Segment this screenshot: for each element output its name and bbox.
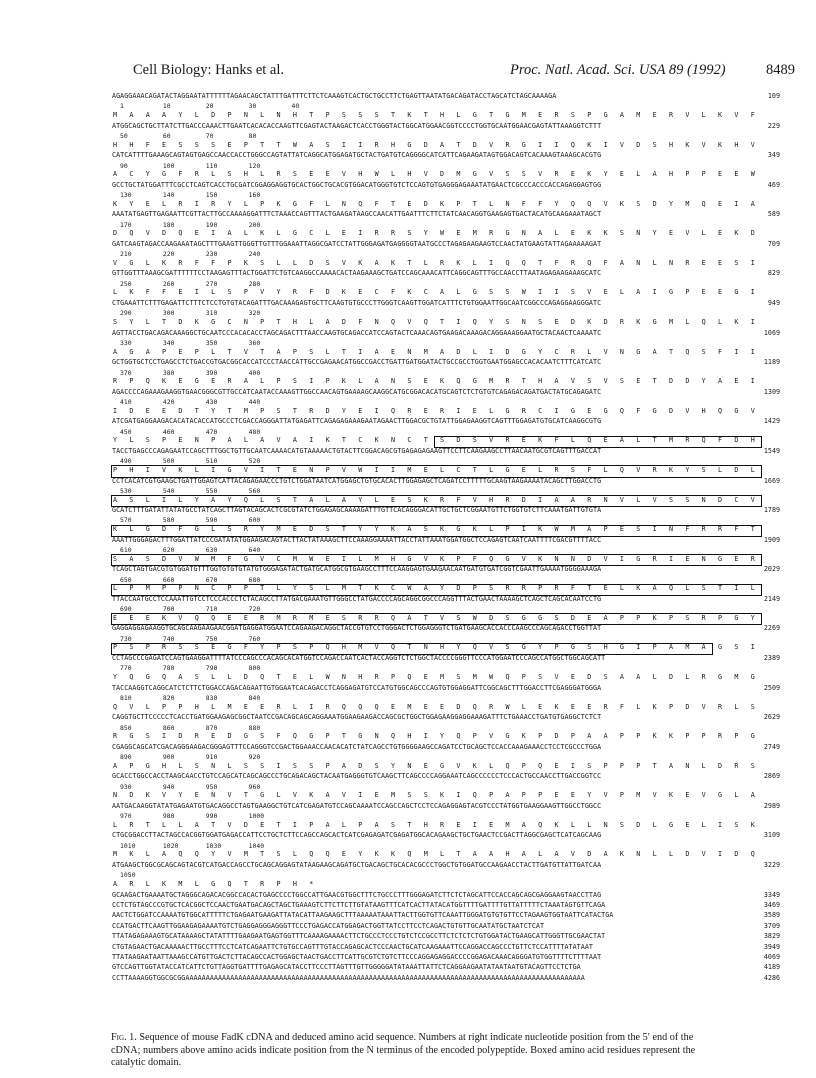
residue-numbers: 130 140 150 160	[120, 191, 261, 200]
nucleotide-sequence: CCATGACTTCAAGTTGGAAGAGAAAATGTCTGAGGAGGGAGGGTTCCCTGAGACCATGGAGACTGGTTATCCTTCCTCAGACTGTGTTGCAATATGCTAATCTCAT	[112, 921, 545, 930]
nucleotide-line	[112, 417, 792, 427]
nucleotide-sequence: GAGGAGGAGAAGGTGCAGCAAGAAGAACGGATGAGGATGGAATCCAGAAGACAGGCTACCGTGTCCTGGGACTCTGGAGGGTCTGATGAAGCACCACCCAAGCCCAGCAGACCTGGTTAT	[112, 624, 602, 633]
nucleotide-position: 3229	[763, 861, 780, 870]
sequence-figure	[112, 92, 792, 984]
amino-acid-line	[112, 466, 792, 477]
nucleotide-line	[112, 329, 792, 339]
nucleotide-line	[112, 240, 792, 250]
amino-acid-line	[112, 614, 792, 625]
page-header	[0, 62, 816, 82]
nucleotide-line	[112, 181, 792, 191]
amino-acid-sequence: H H F E S S S E P T T W A S I I R H G D A T D V R G I I Q K I V D S H K V K H V	[113, 140, 759, 149]
amino-acid-line	[112, 555, 792, 566]
amino-acid-sequence: Y L S P E N P A L A V A I K T C K N C T S D S V R E K F L Q E A L T M R Q F D H	[113, 436, 759, 445]
nucleotide-sequence: AAATTGGGAGACTTTGGATTATCCCGATATATGGAAGACAGTACTTACTATAAAGCTTCCAAAGGAAAATTACCTATTAAATGGATGGCTCCAGAGTCAATCAATTTTCGACGTTTTACC	[112, 535, 602, 544]
residue-number-line	[112, 724, 792, 733]
residue-number-line	[112, 309, 792, 318]
residue-number-line	[112, 132, 792, 141]
amino-acid-sequence: P S P R S S E G F Y P S P Q H M V Q T N H Y Q V S G Y P G S H G I P A M A G S I	[113, 643, 759, 652]
residue-number-line	[112, 576, 792, 585]
amino-acid-sequence: L R T L L A T V D E T I P A L P A S T H R E I E M A Q K L L N S D L G E L I S K	[113, 820, 759, 829]
nucleotide-line	[112, 974, 792, 984]
residue-numbers: 530 540 550 560	[120, 486, 261, 495]
residue-number-line	[112, 605, 792, 614]
nucleotide-sequence: CCTCTGTAGCCCGTGCTCACGGCTCCAACTGAATGACAGCTAGCTGAAAGTCTTCTTCTTGTATAAGTTTCATCACTTATACATGGTTTTGATTTTGTTATTTTTCTAAATAGTGTTCAGA	[112, 901, 606, 909]
amino-acid-sequence: A R L K M L G Q T R P H *	[113, 880, 318, 889]
amino-acid-sequence: V G L K R F F P K S L L D S V K A K T L R K L I Q Q T F R Q F A N L N R E E S I	[113, 258, 759, 267]
amino-acid-line	[112, 407, 792, 418]
residue-number-line	[112, 842, 792, 851]
residue-number-line	[112, 871, 792, 880]
residue-numbers: 730 740 750 760	[120, 634, 261, 643]
amino-acid-line	[112, 643, 792, 654]
residue-number-line	[112, 635, 792, 644]
nucleotide-position: 1789	[763, 506, 780, 515]
nucleotide-position: 1909	[763, 535, 780, 544]
nucleotide-position: 1429	[763, 417, 780, 426]
nucleotide-sequence: CATCATTTTGAAAGCAGTAGTGAGCCAACCACCTGGGCCAGTATTATCAGGCATGGAGATGCTACTGATGTCAGGGGCATCATTCAGAAGATAGTGGACAGTCACAAAGTAAAGCACGTG	[112, 151, 602, 160]
amino-acid-sequence: M A A A Y L D P N L N H T P S S S T K T H L G T G M E R S P G A M E R V L K V F	[113, 110, 759, 119]
nucleotide-position: 3829	[763, 932, 780, 941]
amino-acid-line	[112, 703, 792, 714]
page-number: 8489	[766, 62, 795, 78]
nucleotide-sequence: TCAGCTAGTGACGTGTGGATGTTTGGTGTGTGTATGTGGGAGATACTGATGCATGGCGTGAAGCCTTTCCAAGGAGTGAAGAACAATGATGTGATCGGTCGAATTGAAAATGGGGAAAGA	[112, 565, 602, 574]
residue-numbers: 370 380 390 400	[120, 368, 261, 377]
amino-acid-sequence: Q V L P P H L M E E R L I R Q Q Q E M E E D Q R W L E K E E R F L K P D V R L S	[113, 702, 759, 711]
amino-acid-sequence: Y Q G Q A S L L D Q T E L W N H R P Q E M S M W Q P S V E D S A A L D L R G M G	[113, 672, 759, 681]
nucleotide-position: 2149	[763, 594, 780, 603]
residue-numbers: 810 820 830 840	[120, 693, 261, 702]
amino-acid-sequence: I D E E D T Y T M P S T R D Y E I Q R E R I E L G R C I G E G Q F G D V H Q G V	[113, 406, 759, 415]
nucleotide-position: 2629	[763, 713, 780, 722]
nucleotide-sequence: CTGTAGAACTGACAAAAACTTGCCTTTCCTCATCAGAATTCTGTGCCAGTTTGTACCAGAGCACTCCCAACTGCATCAAGAAATTCCAGGACCAGCCCTGTTCTCCATTTTATATAAT	[112, 942, 593, 951]
amino-acid-sequence: L K F F E I L S P V Y R F D K E C F K C A L G S S W I I S V E L A I G P E E G I	[113, 288, 759, 297]
nucleotide-sequence: GCCTGCTATGGATTTCGCCTCAGTCACCTGCGATCGGAGGAGGTGCACTGGCTGCACGTGGACATGGGTGTCTCCAGTGTGAGGGAGAAATATGAACTCGCCCACCCACCAGAGGAGTGG	[112, 180, 602, 189]
amino-acid-sequence: S A S D V W M F G V C M W E I L M H G V K P F Q G V K N N D V I G R I E N G E R	[113, 554, 759, 563]
amino-acid-line	[112, 584, 792, 595]
nucleotide-line	[112, 802, 792, 812]
nucleotide-sequence: CTGCGGACCTTACTAGCCACGGTGGATGAGACCATTCCTGCTCTTCCAGCCAGCACTCATCGAGAGATCGAGATGGCACAGAAGCTGCTGAACTCCGACTTAGGCGAGCTCATCAGCAAG	[112, 831, 602, 840]
nucleotide-position: 2509	[763, 683, 780, 692]
figure-caption	[111, 1032, 711, 1070]
amino-acid-sequence: M K L A Q Q Y V M T S L Q Q E Y K K Q M L T A A H A L A V D A K N L L D V I D Q	[113, 850, 759, 859]
residue-numbers: 490 500 510 520	[120, 457, 261, 466]
nucleotide-sequence: TACCTGAGCCCAGAGAATCCAGCTTTGGCTGTTGCAATCAAAACATGTAAAAACTGTACTTCGGACAGCGTGAGAGAGAAGTTCCTTCAAGAAGCCTTAACAATGCGTCAGTTTGACCAT	[112, 446, 602, 455]
nucleotide-line	[112, 713, 792, 723]
residue-number-line	[112, 664, 792, 673]
nucleotide-position: 829	[767, 269, 780, 278]
nucleotide-sequence: AGTTACCTGACAGACAAAGGCTGCAATCCCACACACCTAGCAGACTTTAACCAAGTGCAGACCATCCAGTACTCAAACAGTGAAGACAAAGACAGGAAAGGAATGCTACAACTCAAAATC	[112, 328, 602, 337]
amino-acid-line	[112, 318, 792, 329]
nucleotide-line	[112, 922, 792, 932]
nucleotide-line	[112, 943, 792, 953]
nucleotide-sequence: AGAGGAAACAGATACTAGGAATATTTTTTAGAACAGCTATTTGATTTCTTCTCAAAGTCACTGCTGCCTTCTGAGTTAATATGACAGATACCTAGCATCTAGCAAAAGA	[112, 92, 557, 100]
residue-numbers: 290 300 310 320	[120, 309, 261, 318]
nucleotide-position: 2029	[763, 565, 780, 574]
amino-acid-line	[112, 762, 792, 773]
amino-acid-sequence: N D K V Y E N V T G L V K A V I E M S S K I Q P A P P E E Y V P M V K E V G L A	[113, 791, 759, 800]
nucleotide-position: 349	[767, 151, 780, 160]
residue-number-line	[112, 457, 792, 466]
nucleotide-sequence: CCTCACATCGTGAAGCTGATTGGAGTCATTACAGAGAACCCTGTCTGGATAATCATGGAGCTGTGCACACTTGGAGAGCTCAGATCCTTTTTGCAAGTAAGAAAATACAGCTTGGACCTG	[112, 476, 602, 485]
residue-numbers: 610 620 630 640	[120, 546, 261, 555]
nucleotide-position: 109	[767, 92, 780, 100]
residue-number-line	[112, 428, 792, 437]
nucleotide-position: 1549	[763, 446, 780, 455]
nucleotide-line	[112, 358, 792, 368]
amino-acid-sequence: S Y L T D K G C N P T H L A D F N Q V Q T I Q Y S N S E D K D R K G M L Q L K I	[113, 318, 759, 327]
residue-numbers: 210 220 230 240	[120, 250, 261, 259]
amino-acid-sequence: A C Y G F R L S H L R S E E V H W L H V D M G V S S V R E K Y E L A H P P E E W	[113, 170, 759, 179]
amino-acid-sequence: P H I V K L I G V I T E N P V W I I M E L C T L G E L R S F L Q V R K Y S L D L	[113, 465, 759, 474]
nucleotide-line	[112, 477, 792, 487]
residue-numbers: 250 260 270 280	[120, 279, 261, 288]
nucleotide-line	[112, 210, 792, 220]
nucleotide-line	[112, 684, 792, 694]
residue-number-line	[112, 162, 792, 171]
journal-citation: Proc. Natl. Acad. Sci. USA 89 (1992)	[510, 62, 726, 78]
nucleotide-line	[112, 299, 792, 309]
nucleotide-line	[112, 624, 792, 634]
residue-number-line	[112, 487, 792, 496]
amino-acid-sequence: R P Q K E G E R A L P S I P K L A N S E K Q G M R T H A V S V S E T D D Y A E I	[113, 377, 759, 386]
nucleotide-position: 1309	[763, 387, 780, 396]
amino-acid-line	[112, 200, 792, 211]
residue-numbers: 1010 1020 1030 1040	[120, 841, 265, 850]
amino-acid-line	[112, 673, 792, 684]
amino-acid-line	[112, 850, 792, 861]
nucleotide-sequence: CCTAGCCCGAGATCCAGTGAAGGATTTTATCCCAGCCCACAGCACATGGTCCAGACCAATCACTACCAGGTCTCTGGCTACCCCGGGTTCCCATGGAATCCCAGCCATGGCTGGCAGCATT	[112, 653, 606, 662]
amino-acid-line	[112, 525, 792, 536]
amino-acid-line	[112, 377, 792, 388]
nucleotide-position: 2869	[763, 772, 780, 781]
residue-numbers: 930 940 950 960	[120, 782, 261, 791]
amino-acid-line	[112, 732, 792, 743]
residue-numbers: 890 900 910 920	[120, 753, 261, 762]
residue-number-line	[112, 280, 792, 289]
residue-numbers: 50 60 70 80	[120, 131, 257, 140]
nucleotide-sequence: TTATAGAGAAAGTGCATAAAAGCTATATTTTGAAGAATGAGTGGTTTCAAAAGAAAACTTCTGCCCTCCCTGTCTCCGCCTTCTCTCTCTGTGGATACTGAAGCATTGGGTTGCGAACTAT	[112, 932, 606, 941]
nucleotide-sequence: AAATATGAGTTGAGAATTCGTTACTTGCCAAAAGGATTTCTAAACCAGTTTACTGAAGATAAGCCAACATTGAATTTCTTCTATCAACAGGTGAAGAGTGACTACATGCAAGAAATAGCT	[112, 210, 602, 219]
nucleotide-sequence: TTATAAGAATAATTAAAGCCATGTTGACTCTTACAGCCACTGGAGCTAACTGACCTTCATTGCGTCTGTCTTCCCAGGAGAGGACCCCGGAGACAAACAGGGATGTGGTTTTCTTTTAAT	[112, 952, 602, 961]
nucleotide-line	[112, 122, 792, 132]
nucleotide-sequence: CCTTAAAAGGTGGCGCGGAAAAAAAAAAAAAAAAAAAAAAAAAAAAAAAAAAAAAAAAAAAAAAAAAAAAAAAAAAAAAAAAAAAAAAAAAAAAAAAAAAAAAAAAAAAAAAAAAA	[112, 973, 585, 982]
nucleotide-line	[112, 595, 792, 605]
nucleotide-line	[112, 506, 792, 516]
nucleotide-position: 3709	[763, 921, 780, 930]
nucleotide-position: 1669	[763, 476, 780, 485]
nucleotide-position: 589	[767, 210, 780, 219]
nucleotide-sequence: ATCGATGAGGAAGACACATACACCATGCCCTCGACCAGGGATTATGAGATTCAGAGAGAAAGAATAGAACTTGGACGCTGTATTGGAGAAGGTCAGTTTGGAGATGTGCATCAAGGCGTG	[112, 417, 602, 426]
nucleotide-sequence: ATGGCAGCTGCTTATCTTGACCCAAACTTGAATCACACACCAAGTTCGAGTACTAAGACTCACCTGGGTACTGGCATGGAACGGTCCCCTGGTGCAATGGAACGAGTATTAAAGGTCTTT	[112, 121, 602, 130]
nucleotide-position: 4069	[763, 952, 780, 961]
nucleotide-sequence: GCTGGTGCTCCTGAGCCTCTGACCGTGACGGCACCATCCCTAACCATTGCCGAGAACATGGCCGACCTGATTGATGGATACTGCCGCCTGGTGAATGGAGCCACACAATCTTTCATCATC	[112, 358, 602, 367]
residue-numbers: 850 860 870 880	[120, 723, 261, 732]
residue-number-line	[112, 398, 792, 407]
nucleotide-line	[112, 861, 792, 871]
residue-numbers: 650 660 670 680	[120, 575, 261, 584]
nucleotide-position: 3949	[763, 942, 780, 951]
nucleotide-line	[112, 901, 792, 911]
amino-acid-line	[112, 348, 792, 359]
residue-numbers: 170 180 190 200	[120, 220, 261, 229]
residue-number-line	[112, 783, 792, 792]
nucleotide-position: 2989	[763, 801, 780, 810]
figure-caption-text: Sequence of mouse FadK cDNA and deduced amino acid sequence. Numbers at right indicate nucleotide position from the 5′ end of the cDNA; numbers above amino acids indicate position from the N terminus of the encoded polypeptide. Boxed amino acid residues represent the catalytic domain.	[111, 1032, 696, 1068]
residue-numbers: 330 340 350 360	[120, 339, 261, 348]
nucleotide-position: 1069	[763, 328, 780, 337]
nucleotide-position: 4189	[763, 963, 780, 972]
nucleotide-line	[112, 963, 792, 973]
amino-acid-sequence: K L G D F G L S R Y M E D S T Y Y K A S K G K L P I K W M A P E S I N F R R F T	[113, 525, 759, 534]
residue-number-line	[112, 191, 792, 200]
nucleotide-sequence: CGAGGCAGCATCGACAGGGAAGACGGGAGTTTCCAGGGTCCGACTGGAAACCAACACATCTATCAGCCTGTGGGGAAGCCAGATCCTGCAGCTCCACCAAAGAAACCTCCTCGCCCTGGA	[112, 742, 602, 751]
nucleotide-sequence: GTCCAGTTGGTATACCATCATTCTGTTAGGTGATTTTGAGAGCATACCTTCCCTTAGTTTGTTGGGGGATATAAATTATTCTCAGGAAGAATATAATAATGTACAGTTCCTCTGA	[112, 963, 581, 972]
nucleotide-position: 2389	[763, 653, 780, 662]
residue-number-line	[112, 516, 792, 525]
nucleotide-sequence: GCATCTTTGATATTATATGCCTATCAGCTTAGTACAGCACTCGCGTATCTGGAGAGCAAAAGATTTGTTCACAGGGACATTGCTGCTCGGAATGTTCTGGTGTCTTCAAATGATTGTGTA	[112, 506, 602, 515]
amino-acid-line	[112, 259, 792, 270]
residue-number-line	[112, 812, 792, 821]
amino-acid-sequence: D Q V D Q E I A L K L G C L E I R R S Y W E M R G N A L E K K S N Y E V L E K D	[113, 229, 759, 238]
residue-number-line	[112, 102, 792, 111]
nucleotide-line	[112, 92, 792, 102]
nucleotide-position: 709	[767, 239, 780, 248]
nucleotide-line	[112, 831, 792, 841]
nucleotide-sequence: GCACCTGGCCACCTAAGCAACCTGTCCAGCATCAGCAGCCCTGCAGACAGCTACAATGAGGGTGTCAAGCTTCAGCCCCAGGAAATCAGCCCCCCTCCCACTGCCAACCTTGACCGGTCC	[112, 772, 602, 781]
nucleotide-sequence: AGACCCCAGAAAGAAGGTGAACGGGCGTTGCCATCAATACCAAAGTTGGCCAACAGTGAAAAGCAAGGCATGCGGACACATGCAGTCTCTGTGTCAGAGACAGATGACTATGCAGAGATC	[112, 387, 602, 396]
residue-numbers: 450 460 470 480	[120, 427, 261, 436]
nucleotide-line	[112, 953, 792, 963]
amino-acid-line	[112, 141, 792, 152]
amino-acid-sequence: R G S I D R E D G S F Q G P T G N Q H I Y Q P V G K P D P A A P P K K P P R P G	[113, 732, 759, 741]
residue-numbers: 570 580 590 600	[120, 516, 261, 525]
nucleotide-position: 3589	[763, 911, 780, 920]
nucleotide-sequence: GCAAGACTGAAAATGCTAGGGCAGACACGGCCACACTGAGCCCCTGGCCATTGAACGTGGCTTTCTGCCCTTTGGGAGATCTTCTCTAGCATTCCACCAGCAGCGAGGAAGTAACCTTAG	[112, 890, 602, 899]
residue-number-line	[112, 339, 792, 348]
nucleotide-line	[112, 743, 792, 753]
nucleotide-position: 3349	[763, 890, 780, 899]
amino-acid-line	[112, 229, 792, 240]
amino-acid-line	[112, 288, 792, 299]
nucleotide-position: 4286	[763, 973, 780, 982]
nucleotide-line	[112, 772, 792, 782]
residue-number-line	[112, 753, 792, 762]
nucleotide-sequence: ATGAAGCTGGCGCAGCAGTACGTCATGACCAGCCTGCAGCAGGAGTATAAGAAGCAGATGCTGACAGCTGCACACGCCCTGGCTGTGGATGCCAAGAACCTACTTGATGTTATTGATCAA	[112, 861, 602, 870]
nucleotide-line	[112, 654, 792, 664]
nucleotide-sequence: CTGAAATTCTTTGAGATTCTTTCTCCTGTGTACAGATTTGACAAAGAGTGCTTCAAGTGTGCCCTTGGGTCAAGTTGGATCATTTCTGTGGAATTGGCAATCGGCCCAGAGGAAGGGATC	[112, 299, 602, 308]
journal-section: Cell Biology: Hanks et al.	[133, 62, 285, 78]
amino-acid-sequence: E E E K V Q Q E E R M R M E S R R Q A T V S W D S G G S D E A P P K P S R P G Y	[113, 613, 759, 622]
amino-acid-line	[112, 170, 792, 181]
residue-number-line	[112, 250, 792, 259]
nucleotide-line	[112, 565, 792, 575]
nucleotide-position: 2749	[763, 742, 780, 751]
residue-number-line	[112, 221, 792, 230]
nucleotide-position: 3469	[763, 901, 780, 909]
nucleotide-sequence: AATGACAAGGTATATGAGAATGTGACAGGCCTAGTGAAGGCTGTCATCGAGATGTCCAGCAAAATCCAGCCAGCTCCTCCAGAGGAGTACGTCCCTATGGTGAAGGAAGTTGGCCTGGCC	[112, 801, 602, 810]
residue-numbers: 410 420 430 440	[120, 398, 261, 407]
nucleotide-sequence: TACCAAGGTCAGGCATCTCTTCTGGACCAGACAGAATTGTGGAATCACAGACCTCAGGAGATGTCCATGTGGCAGCCCAGTGTGGAGGATTCGGCAGCTTTGGACCTTCGAGGGATGGGA	[112, 683, 602, 692]
nucleotide-line	[112, 388, 792, 398]
residue-numbers: 1 10 20 30 40	[120, 102, 300, 111]
residue-numbers: 690 700 710 720	[120, 605, 261, 614]
nucleotide-position: 469	[767, 180, 780, 189]
residue-number-line	[112, 546, 792, 555]
nucleotide-line	[112, 447, 792, 457]
nucleotide-sequence: TTACCAATGCCTCCAAATTGTCCTCCCACCCTCTACAGCCTTATGACGAAATGTTGGGCCTATGACCCCAGCAGGCGGCCCAGGTTTACTGAACTAAAAGCTCAGCTCAGCACAATCCTG	[112, 594, 602, 603]
nucleotide-line	[112, 932, 792, 942]
residue-numbers: 770 780 790 800	[120, 664, 261, 673]
amino-acid-line	[112, 111, 792, 122]
residue-numbers: 1050	[120, 871, 136, 880]
nucleotide-line	[112, 911, 792, 921]
nucleotide-sequence: GATCAAGTAGACCAAGAAATAGCTTTGAAGTTGGGTTGTTTGGAAATTAGGCGATCCTATTGGGAGATGAGGGGTAATGCCCTAGAGAAGAAGTCCAACTATGAAGTATTAGAAAAAGAT	[112, 239, 602, 248]
nucleotide-position: 229	[767, 121, 780, 130]
residue-numbers: 970 980 990 1000	[120, 812, 265, 821]
nucleotide-position: 949	[767, 299, 780, 308]
residue-number-line	[112, 369, 792, 378]
amino-acid-line	[112, 791, 792, 802]
nucleotide-position: 2269	[763, 624, 780, 633]
nucleotide-line	[112, 151, 792, 161]
amino-acid-line	[112, 821, 792, 832]
amino-acid-sequence: L P M P P N C P P T L Y S L M T K C W A Y D P S R R P R F T E L K A Q L S T I L	[113, 584, 759, 593]
nucleotide-position: 1189	[763, 358, 780, 367]
amino-acid-line	[112, 880, 792, 891]
amino-acid-sequence: A G A P E P L T V T A P S L T I A E N M A D L I D G Y C R L V N G A T Q S F I I	[113, 347, 759, 356]
amino-acid-sequence: K Y E L R I R Y L P K G F L N Q F T E D K P T L N F F Y Q Q V K S D Y M Q E I A	[113, 199, 759, 208]
nucleotide-sequence: GTTGGTTTAAAGCGATTTTTTCCTAAGAGTTTACTGGATTCTGTCAAGGCCAAAACACTAAGAAAGCTGATCCAGCAAACATTCAGGCAGTTTGCCAACCTTAATAGAGAAGAAAGCATC	[112, 269, 602, 278]
amino-acid-line	[112, 496, 792, 507]
nucleotide-sequence: CAGGTGCTTCCCCCTCACCTGATGGAAGAGCGGCTAATCCGACAGCAGCAGGAAATGGAAGAAGACCAGCGCTGGCTGGAGAAGGAGGAAAGATTTCTGAAACCTGATGTGAGGCTCTCT	[112, 713, 602, 722]
residue-number-line	[112, 694, 792, 703]
nucleotide-line	[112, 536, 792, 546]
figure-label: Fig. 1.	[111, 1032, 137, 1043]
amino-acid-sequence: A P G H L S N L S S I S S P A D S Y N E G V K L Q P Q E I S P P P T A N L D R S	[113, 761, 759, 770]
residue-numbers: 90 100 110 120	[120, 161, 261, 170]
nucleotide-position: 3109	[763, 831, 780, 840]
nucleotide-line	[112, 269, 792, 279]
amino-acid-line	[112, 436, 792, 447]
nucleotide-line	[112, 891, 792, 901]
nucleotide-sequence: AACTCTGGATCCAAAATGTGGCATTTTTCTGAGAATGAAGATTATACATTAAGAAGCTTTAAAAATAAATTACTTGGTGTTCAAATTGGGATGTGTGTTCCTAGAAGTGGTAATTCATACTGA	[112, 911, 614, 920]
amino-acid-sequence: A S L I L Y A Y Q L S T A L A Y L E S K R F V H R D I A A R N V L V S S N D C V	[113, 495, 759, 504]
